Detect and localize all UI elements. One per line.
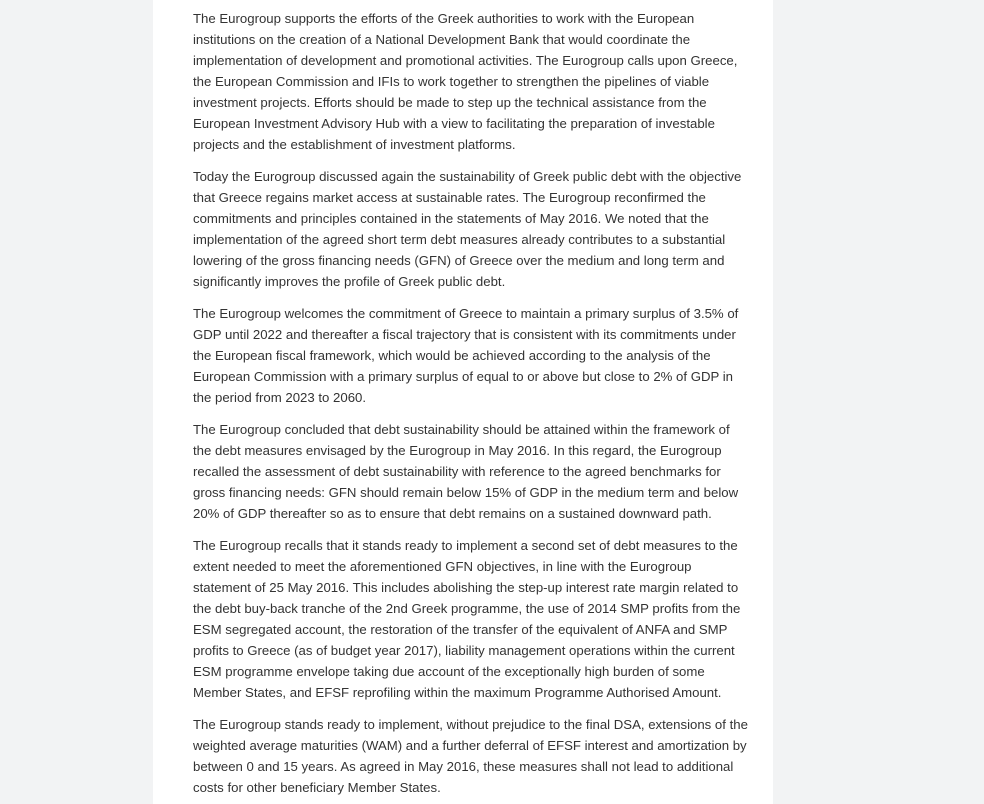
text-line: costs for other beneficiary Member States. (193, 780, 441, 795)
text-line: weighted average maturities (WAM) and a further deferral of EFSF interest and amortization by (193, 738, 747, 753)
document-body (193, 8, 747, 804)
text-line: recalled the assessment of debt sustainability with reference to the agreed benchmarks for (193, 464, 721, 479)
text-line: The Eurogroup supports the efforts of the Greek authorities to work with the European (193, 11, 695, 26)
text-line: the European fiscal framework, which would be achieved according to the analysis of the (193, 348, 711, 363)
text-line: Member States, and EFSF reprofiling within the maximum Programme Authorised Amount. (193, 685, 722, 700)
text-line: the debt measures envisaged by the Eurogroup in May 2016. In this regard, the Eurogroup (193, 443, 722, 458)
text-line: statement of 25 May 2016. This includes abolishing the step-up interest rate margin related to (193, 580, 739, 595)
paragraph (193, 166, 747, 292)
text-line: The Eurogroup concluded that debt sustainability should be attained within the framework of (193, 422, 730, 437)
text-line: The Eurogroup welcomes the commitment of Greece to maintain a primary surplus of 3.5% of (193, 306, 739, 321)
paragraph (193, 8, 747, 155)
text-line: that Greece regains market access at sustainable rates. The Eurogroup reconfirmed the (193, 190, 706, 205)
text-line: projects and the establishment of investment platforms. (193, 137, 516, 152)
paragraph (193, 535, 747, 703)
text-line: institutions on the creation of a National Development Bank that would coordinate the (193, 32, 691, 47)
text-line: implementation of development and promotional activities. The Eurogroup calls upon Greece, (193, 53, 738, 68)
text-line: the period from 2023 to 2060. (193, 390, 367, 405)
text-line: implementation of the agreed short term debt measures already contributes to a substantial (193, 232, 726, 247)
text-line: extent needed to meet the aforementioned GFN objectives, in line with the Eurogroup (193, 559, 692, 574)
text-line: investment projects. Efforts should be made to step up the technical assistance from the (193, 95, 707, 110)
text-line: gross financing needs: GFN should remain below 15% of GDP in the medium term and below (193, 485, 739, 500)
text-line: European Commission with a primary surplus of equal to or above but close to 2% of GDP in (193, 369, 733, 384)
text-line: European Investment Advisory Hub with a view to facilitating the preparation of investable (193, 116, 715, 131)
text-line: profits to Greece (as of budget year 2017), liability management operations within the current (193, 643, 735, 658)
text-line: commitments and principles contained in the statements of May 2016. We noted that the (193, 211, 709, 226)
text-line: ESM programme envelope taking due account of the exceptionally high burden of some (193, 664, 705, 679)
text-line: lowering of the gross financing needs (GFN) of Greece over the medium and long term and (193, 253, 725, 268)
text-line: The Eurogroup stands ready to implement, without prejudice to the final DSA, extensions of the (193, 717, 748, 732)
text-line: 20% of GDP thereafter so as to ensure that debt remains on a sustained downward path. (193, 506, 712, 521)
text-line: The Eurogroup recalls that it stands ready to implement a second set of debt measures to the (193, 538, 738, 553)
text-line: the debt buy-back tranche of the 2nd Greek programme, the use of 2014 SMP profits from the (193, 601, 741, 616)
text-line: GDP until 2022 and thereafter a fiscal trajectory that is consistent with its commitments under (193, 327, 736, 342)
text-line: between 0 and 15 years. As agreed in May 2016, these measures shall not lead to additional (193, 759, 734, 774)
text-line: significantly improves the profile of Greek public debt. (193, 274, 506, 289)
paragraph (193, 714, 747, 798)
paragraph (193, 303, 747, 408)
paragraph (193, 419, 747, 524)
text-line: Today the Eurogroup discussed again the sustainability of Greek public debt with the objective (193, 169, 742, 184)
text-line: ESM segregated account, the restoration of the transfer of the equivalent of ANFA and SMP (193, 622, 728, 637)
document-page (153, 0, 773, 804)
text-line: the European Commission and IFIs to work together to strengthen the pipelines of viable (193, 74, 710, 89)
